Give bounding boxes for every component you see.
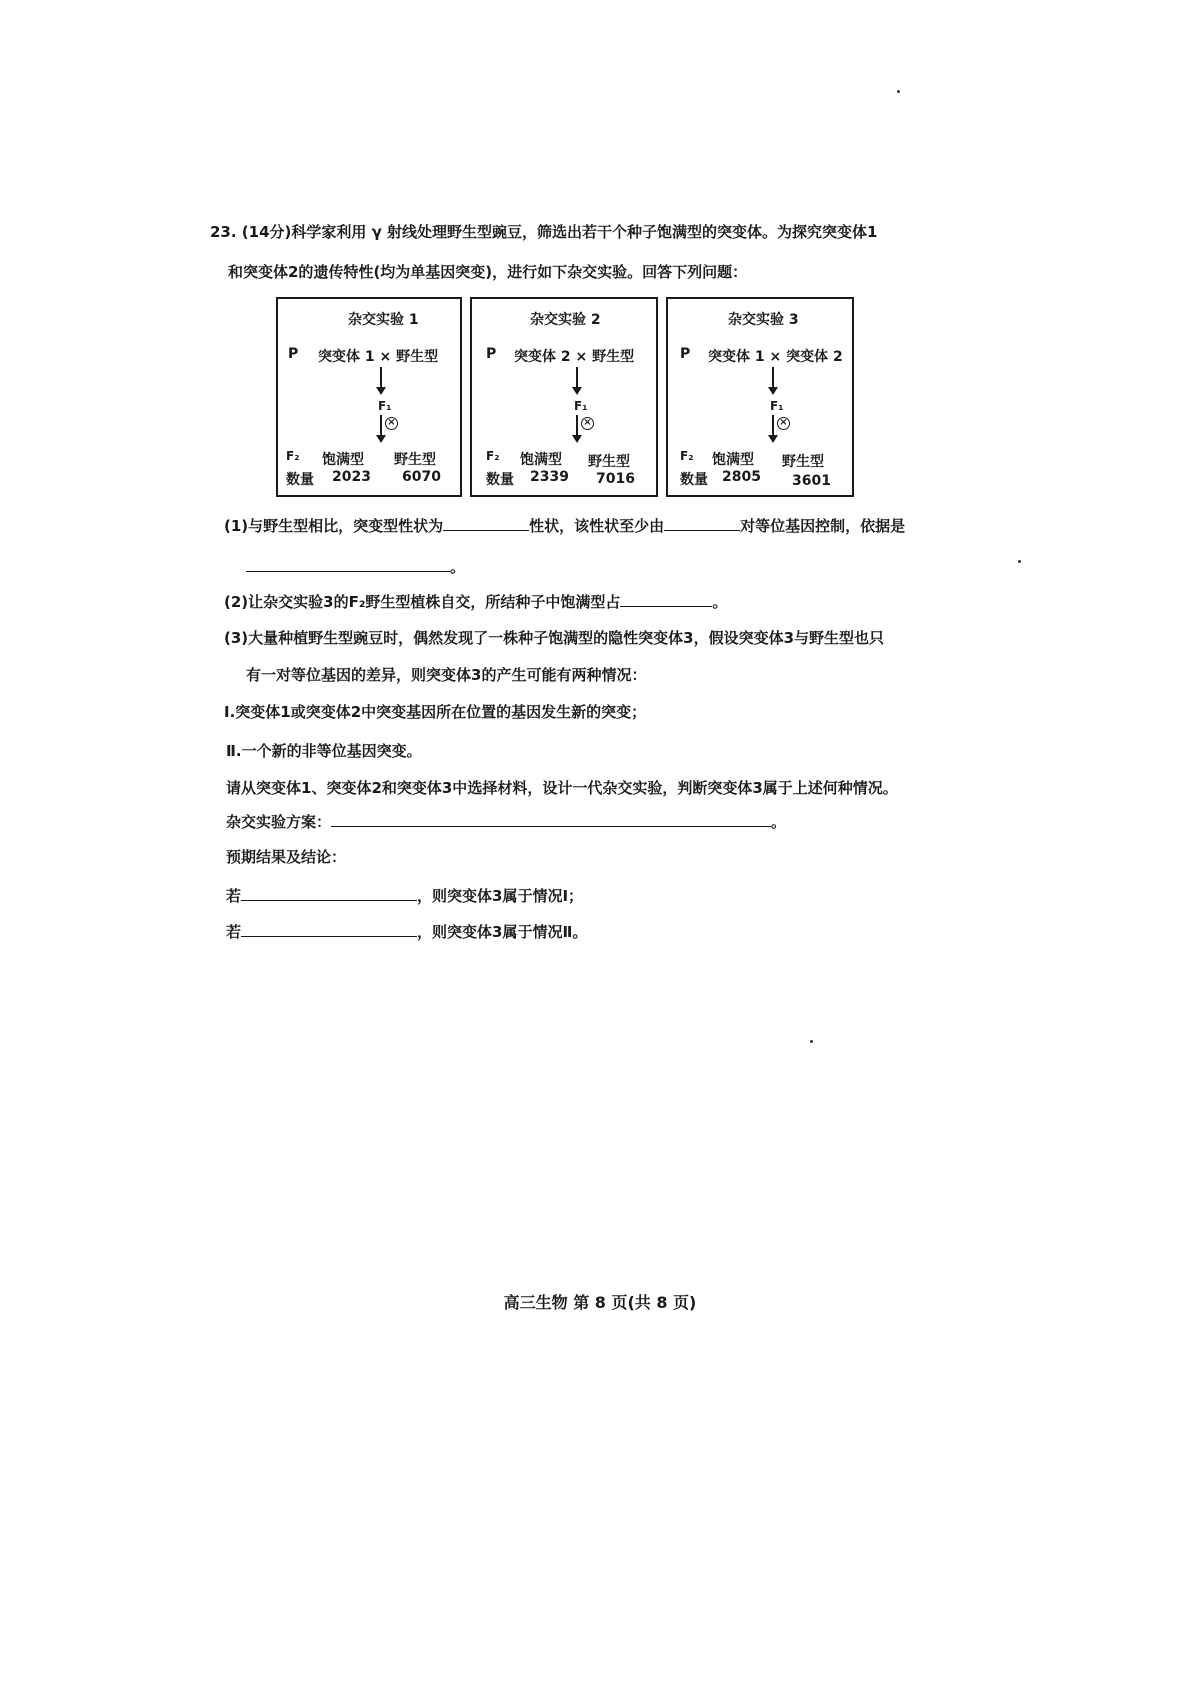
col2-name: 野生型 xyxy=(782,454,824,470)
col2-name: 野生型 xyxy=(588,454,630,470)
arrow-down-icon xyxy=(768,435,778,443)
experiment-title: 杂交实验 3 xyxy=(728,312,799,328)
experiment-box-1 xyxy=(276,297,462,497)
q1-part2: 性状，该性状至少由 xyxy=(529,517,665,535)
count-label: 数量 xyxy=(486,472,514,488)
col1-count: 2023 xyxy=(332,469,371,485)
q1-part3: 对等位基因控制，依据是 xyxy=(740,517,906,535)
q3-case-2: Ⅱ.一个新的非等位基因突变。 xyxy=(226,742,422,760)
col2-count: 6070 xyxy=(402,469,441,485)
col1-name: 饱满型 xyxy=(520,452,562,468)
q1-blank-3[interactable] xyxy=(246,555,450,572)
q3-if1-suffix: ，则突变体3属于情况Ⅰ； xyxy=(417,887,584,905)
q1-line xyxy=(224,514,905,536)
col1-count: 2339 xyxy=(530,469,569,485)
f1-label: F₁ xyxy=(378,399,392,413)
p-label: P xyxy=(288,346,299,362)
cross-text: 突变体 1 × 突变体 2 xyxy=(708,349,843,365)
q2-line xyxy=(224,590,727,612)
arrow-down-icon xyxy=(768,387,778,395)
q1-part1: (1)与野生型相比，突变型性状为 xyxy=(224,517,444,535)
count-label: 数量 xyxy=(286,472,314,488)
p-label: P xyxy=(680,346,691,362)
count-label: 数量 xyxy=(680,472,708,488)
arrow-down-icon xyxy=(376,387,386,395)
f2-label: F₂ xyxy=(286,449,300,463)
q3-case-1: Ⅰ.突变体1或突变体2中突变基因所在位置的基因发生新的突变； xyxy=(224,703,647,721)
f2-label: F₂ xyxy=(486,449,500,463)
cross-text: 突变体 1 × 野生型 xyxy=(318,349,439,365)
experiment-box-3 xyxy=(666,297,854,497)
q1-blank-1[interactable] xyxy=(443,514,529,531)
arrow-down-icon xyxy=(572,387,582,395)
col2-count: 7016 xyxy=(596,471,635,487)
col1-name: 饱满型 xyxy=(322,452,364,468)
q3-if2-line xyxy=(226,920,587,942)
f1-label: F₁ xyxy=(574,399,588,413)
arrow-down-icon xyxy=(376,435,386,443)
experiment-title: 杂交实验 1 xyxy=(348,312,419,328)
q3-instruction: 请从突变体1、突变体2和突变体3中选择材料，设计一代杂交实验，判断突变体3属于上述何种情况。 xyxy=(226,779,898,797)
q3-if2-prefix: 若 xyxy=(226,923,242,941)
q3-expect-label: 预期结果及结论： xyxy=(226,848,347,866)
col2-name: 野生型 xyxy=(394,452,436,468)
q3-plan-end: 。 xyxy=(771,813,787,831)
p-label: P xyxy=(486,346,497,362)
self-cross-icon: × xyxy=(385,417,398,430)
q3-line-1: (3)大量种植野生型豌豆时，偶然发现了一株种子饱满型的隐性突变体3，假设突变体3与野生型也只 xyxy=(224,629,885,647)
q2-blank[interactable] xyxy=(620,590,712,607)
col2-count: 3601 xyxy=(792,473,831,489)
q1-end: 。 xyxy=(450,558,466,576)
q3-plan-line xyxy=(226,810,786,832)
f2-label: F₂ xyxy=(680,449,694,463)
q3-if2-blank[interactable] xyxy=(241,920,417,937)
cross-text: 突变体 2 × 野生型 xyxy=(514,349,635,365)
arrow-down-icon xyxy=(572,435,582,443)
experiment-box-2 xyxy=(470,297,658,497)
col1-name: 饱满型 xyxy=(712,452,754,468)
self-cross-icon: × xyxy=(581,417,594,430)
experiment-title: 杂交实验 2 xyxy=(530,312,601,328)
question-line-2: 和突变体2的遗传特性(均为单基因突变)，进行如下杂交实验。回答下列问题： xyxy=(228,263,748,281)
q3-if1-line xyxy=(226,884,583,906)
col1-count: 2805 xyxy=(722,469,761,485)
question-line-1: 23. (14分)科学家利用 γ 射线处理野生型豌豆，筛选出若干个种子饱满型的突变体。为探究突变体1 xyxy=(210,223,878,241)
q3-line-2: 有一对等位基因的差异，则突变体3的产生可能有两种情况： xyxy=(246,666,647,684)
self-cross-icon: × xyxy=(777,417,790,430)
q3-if2-suffix: ，则突变体3属于情况Ⅱ。 xyxy=(417,923,588,941)
q2-text: (2)让杂交实验3的F₂野生型植株自交，所结种子中饱满型占 xyxy=(224,593,621,611)
q1-blank-2[interactable] xyxy=(664,514,740,531)
q2-end: 。 xyxy=(712,593,728,611)
q1-reason-line xyxy=(246,555,465,577)
q3-if1-prefix: 若 xyxy=(226,887,242,905)
f1-label: F₁ xyxy=(770,399,784,413)
q3-plan-label: 杂交实验方案： xyxy=(226,813,332,831)
page-footer: 高三生物 第 8 页(共 8 页) xyxy=(503,1293,697,1312)
q3-if1-blank[interactable] xyxy=(241,884,417,901)
q3-plan-blank[interactable] xyxy=(331,810,771,827)
